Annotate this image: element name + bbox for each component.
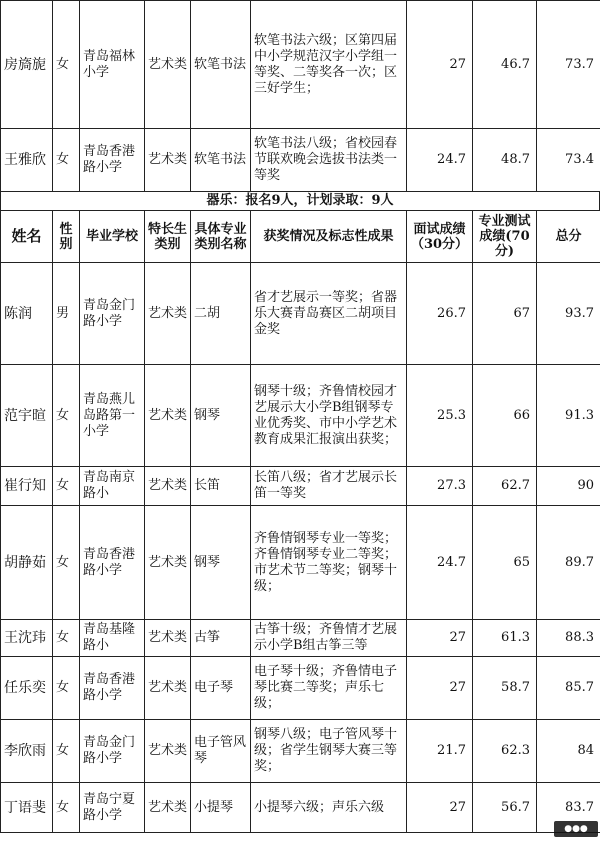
- category: 艺术类: [145, 657, 191, 720]
- interview-score: 27: [407, 1, 473, 129]
- gender: 女: [53, 1, 80, 129]
- school: 青岛基隆路小: [80, 620, 145, 657]
- gender: 女: [53, 720, 80, 783]
- specialty: 钢琴: [191, 365, 251, 467]
- table-row: [1, 657, 600, 720]
- category: 艺术类: [145, 620, 191, 657]
- category: 艺术类: [145, 506, 191, 620]
- school: 青岛金门路小学: [80, 720, 145, 783]
- test-score: 62.7: [473, 467, 537, 506]
- student-name: 崔行知: [1, 467, 53, 506]
- table-row: [1, 720, 600, 783]
- total-score: 73.7: [537, 1, 600, 129]
- specialty: 小提琴: [191, 783, 251, 833]
- specialty: 长笛: [191, 467, 251, 506]
- awards: 小提琴六级；声乐六级: [251, 783, 407, 833]
- gender: 女: [53, 657, 80, 720]
- total-score: 93.7: [537, 263, 600, 365]
- header-interview: 面试成绩（30分）: [407, 211, 473, 263]
- test-score: 65: [473, 506, 537, 620]
- test-score: 61.3: [473, 620, 537, 657]
- header-total: 总分: [537, 211, 600, 263]
- category: 艺术类: [145, 1, 191, 129]
- awards: 省才艺展示一等奖；省器乐大赛青岛赛区二胡项目金奖: [251, 263, 407, 365]
- interview-score: 27: [407, 657, 473, 720]
- awards: 软笔书法八级；省校园春节联欢晚会选拔书法类一等奖: [251, 129, 407, 192]
- total-score: 84: [537, 720, 600, 783]
- school: 青岛南京路小: [80, 467, 145, 506]
- test-score: 56.7: [473, 783, 537, 833]
- interview-score: 24.7: [407, 129, 473, 192]
- awards: 钢琴八级；电子管风琴十级；省学生钢琴大赛三等奖；: [251, 720, 407, 783]
- interview-score: 25.3: [407, 365, 473, 467]
- header-school: 毕业学校: [80, 211, 145, 263]
- table-row: [1, 129, 600, 192]
- table-row: [1, 506, 600, 620]
- category: 艺术类: [145, 720, 191, 783]
- specialty: 二胡: [191, 263, 251, 365]
- test-score: 48.7: [473, 129, 537, 192]
- awards: 钢琴十级；齐鲁情校园才艺展示大小学B组钢琴专业优秀奖、市中小学艺术教育成果汇报演出获奖；: [251, 365, 407, 467]
- student-name: 范宇暄: [1, 365, 53, 467]
- total-score: 83.7: [537, 783, 600, 833]
- interview-score: 26.7: [407, 263, 473, 365]
- total-score: 88.3: [537, 620, 600, 657]
- student-name: 胡静茹: [1, 506, 53, 620]
- total-score: 90: [537, 467, 600, 506]
- school: 青岛香港路小学: [80, 129, 145, 192]
- specialty: 软笔书法: [191, 1, 251, 129]
- gender: 女: [53, 506, 80, 620]
- awards: 软笔书法六级；区第四届中小学规范汉字小学组一等奖、二等奖各一次；区三好学生；: [251, 1, 407, 129]
- table-row: [1, 365, 600, 467]
- specialty: 钢琴: [191, 506, 251, 620]
- student-name: 李欣雨: [1, 720, 53, 783]
- student-name: 王雅欣: [1, 129, 53, 192]
- header-gender: 性别: [53, 211, 80, 263]
- category: 艺术类: [145, 365, 191, 467]
- awards: 长笛八级；省才艺展示长笛一等奖: [251, 467, 407, 506]
- test-score: 58.7: [473, 657, 537, 720]
- student-name: 王沈玮: [1, 620, 53, 657]
- interview-score: 24.7: [407, 506, 473, 620]
- table-row: [1, 620, 600, 657]
- header-name: 姓名: [1, 211, 53, 263]
- gender: 女: [53, 783, 80, 833]
- header-row: [1, 211, 600, 263]
- test-score: 67: [473, 263, 537, 365]
- interview-score: 21.7: [407, 720, 473, 783]
- student-name: 陈润: [1, 263, 53, 365]
- header-specialty: 具体专业类别名称: [191, 211, 251, 263]
- school: 青岛香港路小学: [80, 657, 145, 720]
- school: 青岛燕儿岛路第一小学: [80, 365, 145, 467]
- student-name: 丁语斐: [1, 783, 53, 833]
- watermark-badge: ●●●: [554, 821, 598, 837]
- gender: 女: [53, 365, 80, 467]
- total-score: 73.4: [537, 129, 600, 192]
- table-row: [1, 263, 600, 365]
- category: 艺术类: [145, 129, 191, 192]
- school: 青岛福林小学: [80, 1, 145, 129]
- school: 青岛香港路小学: [80, 506, 145, 620]
- school: 青岛宁夏路小学: [80, 783, 145, 833]
- awards: 齐鲁情钢琴专业一等奖；齐鲁情钢琴专业二等奖；市艺术节二等奖；钢琴十级；: [251, 506, 407, 620]
- gender: 女: [53, 467, 80, 506]
- test-score: 66: [473, 365, 537, 467]
- section-title: 器乐：报名9人，计划录取：9人: [0, 191, 600, 210]
- specialty: 电子管风琴: [191, 720, 251, 783]
- student-name: 房旖旎: [1, 1, 53, 129]
- awards: 电子琴十级；齐鲁情电子琴比赛二等奖；声乐七级；: [251, 657, 407, 720]
- interview-score: 27: [407, 620, 473, 657]
- gender: 女: [53, 620, 80, 657]
- gender: 男: [53, 263, 80, 365]
- student-name: 任乐奕: [1, 657, 53, 720]
- table-row: [1, 1, 600, 129]
- test-score: 46.7: [473, 1, 537, 129]
- category: 艺术类: [145, 263, 191, 365]
- header-category: 特长生类别: [145, 211, 191, 263]
- school: 青岛金门路小学: [80, 263, 145, 365]
- interview-score: 27: [407, 783, 473, 833]
- interview-score: 27.3: [407, 467, 473, 506]
- specialty: 电子琴: [191, 657, 251, 720]
- awards: 古筝十级；齐鲁情才艺展示小学B组古筝三等: [251, 620, 407, 657]
- total-score: 85.7: [537, 657, 600, 720]
- top-table: [0, 0, 600, 192]
- specialty: 软笔书法: [191, 129, 251, 192]
- specialty: 古筝: [191, 620, 251, 657]
- total-score: 91.3: [537, 365, 600, 467]
- table-row: [1, 783, 600, 833]
- category: 艺术类: [145, 467, 191, 506]
- header-test: 专业测试成绩(70分): [473, 211, 537, 263]
- table-row: [1, 467, 600, 506]
- total-score: 89.7: [537, 506, 600, 620]
- header-awards: 获奖情况及标志性成果: [251, 211, 407, 263]
- main-table: [0, 210, 600, 833]
- gender: 女: [53, 129, 80, 192]
- category: 艺术类: [145, 783, 191, 833]
- test-score: 62.3: [473, 720, 537, 783]
